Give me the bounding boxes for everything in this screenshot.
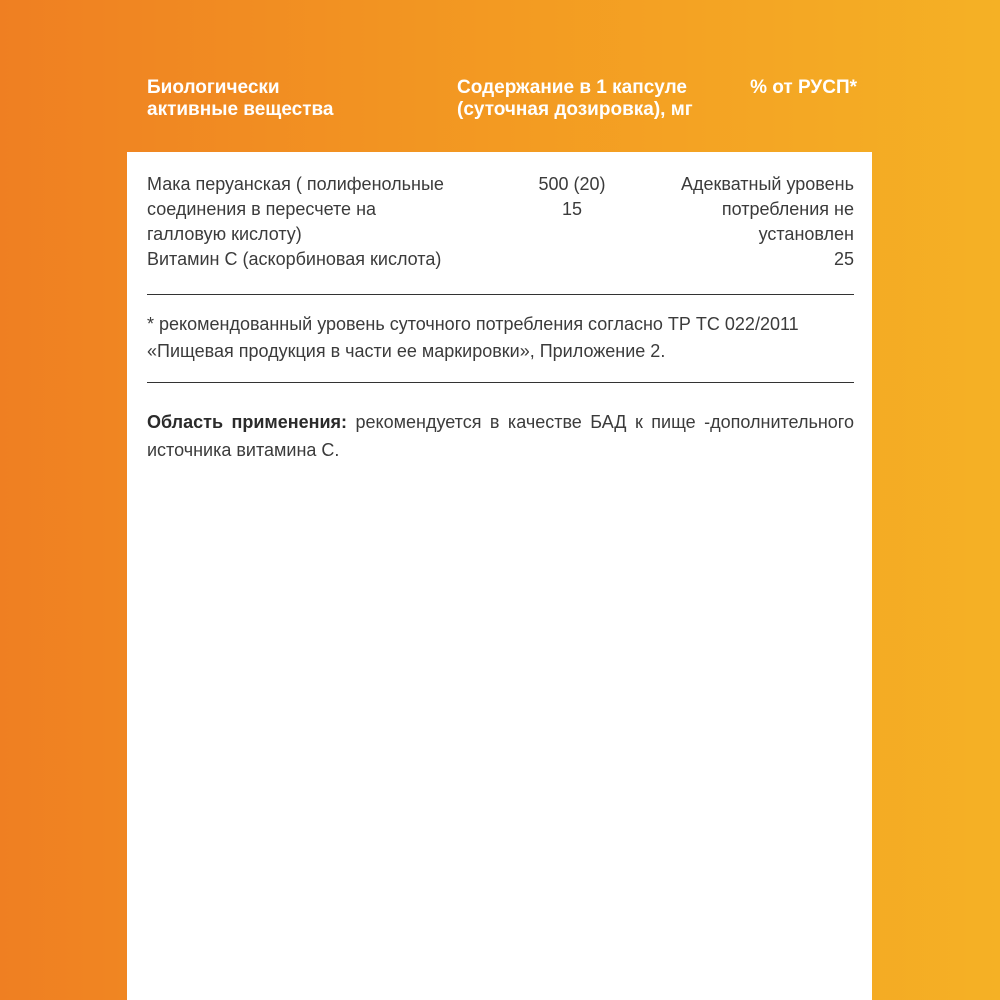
usage-section	[147, 408, 854, 464]
row-percent-maca: Адекватный уровень потребления не установлен	[680, 174, 854, 244]
row-amount-maca: 500 (20) 15	[538, 174, 606, 219]
content-panel	[127, 152, 872, 1000]
header-content: Содержание в 1 капсуле (суточная дозировка), мг	[457, 77, 693, 120]
footnote: * рекомендованный уровень суточного потребления согласно ТР ТС 022/2011 «Пищевая продукция в части ее маркировки», Приложение 2.	[147, 314, 799, 361]
usage-text: рекомендуется в качестве БАД к пище -дополнительного источника витамина С.	[147, 412, 854, 460]
header-substances: Биологически активные вещества	[147, 77, 334, 120]
row-name-maca: Мака перуанская ( полифенольные соединения в пересчете на галловую кислоту)	[147, 174, 444, 244]
header-percent: % от РУСП*	[750, 77, 857, 98]
nutrient-table	[147, 172, 854, 292]
usage-label: Область применения:	[147, 412, 348, 432]
row-name-vitamin-c: Витамин С (аскорбиновая кислота)	[147, 249, 442, 269]
row-percent-vitamin-c: 25	[833, 249, 854, 269]
divider-bottom	[147, 382, 854, 383]
table-header	[127, 0, 872, 152]
divider-top	[147, 294, 854, 295]
